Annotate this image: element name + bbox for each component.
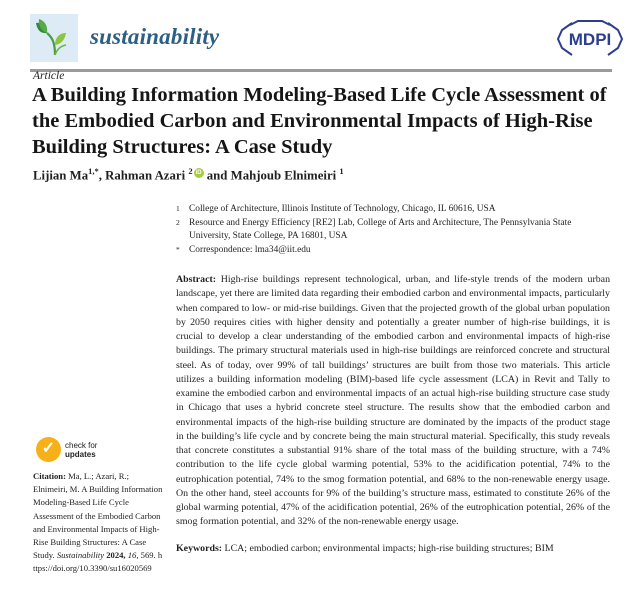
citation-block [33,470,163,576]
citation-volume: 16, [127,550,139,561]
author-2-affil-mark: 2 [188,166,193,176]
citation-label: Citation: [33,471,66,481]
journal-name[interactable]: sustainability [90,24,220,49]
mdpi-logo[interactable] [554,20,626,58]
author-3: Mahjoub Elnimeiri [230,168,337,183]
author-3-affil-mark: 1 [339,166,344,176]
crossmark-label-line1: check for [65,440,98,450]
author-2: Rahman Azari [105,168,186,183]
page-title: A Building Information Modeling-Based Life Cycle Assessment of the Embodied Carbon and Environmental Impacts of High-Rise Building Structures: A Case Study [32,84,607,158]
orcid-icon[interactable]: iD [195,170,202,176]
citation-title: A Building Information Modeling-Based Life Cycle Assessment of the Embodied Carbon and Environmental Impacts of High-Rise Building Structures: A Case Study. [33,484,163,561]
abstract-label: Abstract: [176,274,217,285]
affiliation-marker: 2 [176,217,180,227]
affiliation-marker: 1 [176,204,180,213]
author-separator: , [98,168,106,183]
crossmark-circle-icon [36,437,61,462]
affiliation-item [176,203,612,217]
affiliation-list [176,203,612,257]
citation-authors: Ma, L.; Azari, R.; Elnimeiri, M. [33,471,129,495]
affiliation-item [176,244,612,258]
abstract-paragraph [176,273,610,530]
affiliation-text: College of Architecture, Illinois Institute of Technology, Chicago, IL 60616, USA [189,204,496,214]
article-type-label: Article [33,70,65,82]
author-1: Lijian Ma [33,168,89,183]
citation-journal: Sustainability [56,550,105,561]
citation-year: 2024, [106,550,126,561]
citation-doi-link[interactable]: https://doi.org/10.3390/su16020569 [33,550,163,574]
keywords-label: Keywords: [176,542,223,554]
check-for-updates-badge[interactable] [36,436,128,463]
correspondence-email: Correspondence: lma34@iit.edu [189,244,311,255]
sprout-leaf-icon [34,15,74,62]
affiliation-item [176,217,612,244]
header-divider [30,69,612,72]
affiliation-marker: * [176,244,180,254]
mdpi-wordmark: MDPI [568,30,612,49]
author-line [33,166,344,183]
crossmark-label-line2: updates [65,449,96,459]
author-conjunction: and [203,168,231,183]
crossmark-label [65,441,97,459]
keywords-line [176,542,610,556]
checkmark-icon: ✓ [41,440,56,457]
journal-logo [30,14,78,62]
affiliation-text: Resource and Energy Efficiency [RE2] Lab, College of Arts and Architecture, The Pennsylvania State University, State College, PA 16801, USA [189,217,572,241]
citation-pages: 569. [140,550,156,561]
keywords-text: LCA; embodied carbon; environmental impacts; high-rise building structures; BIM [224,542,554,554]
abstract-section [176,273,610,556]
author-1-affil-mark: 1,* [88,166,99,176]
abstract-text: High-rise buildings represent technological, urban, and life-style trends of the modern urban landscape, yet there are limited data regarding their embodied carbon and environmental impacts, particularly when compared to low- or mid-rise buildings. Given that the projected growth of the global urban population by 2050 requires cities with higher density and potentially a greater number of high-rise buildings, it is crucial to develop a clear understanding of the embodied carbon and environmental impacts of high-rise buildings. The primary structural materials used in high-rise buildings are reinforced concrete and structural steel. As of today, over 99% of tall buildings’ structures are built from those two materials. This article utilizes a building information modeling (BIM)-based life cycle assessment (LCA) in Revit and Tally to examine the embodied carbon and environmental impacts of an actual high-rise building structure case study in Chicago that uses a hybrid concrete steel structure. The results show that the embodied carbon and environmental impacts of the high-rise building structure are dominated by the impacts of the product stage in the building’s life cycle and by concrete being the main structural material. Specifically, this study reveals that concrete constitutes a substantial 91% share of the total mass of the building structure, with a 74% contribution to the life cycle global warming potential, 53% to the acidification potential, 74% to the eutrophication potential, 74% to the smog formation potential, and 68% to the non-renewable energy usage. On the other hand, steel accounts for 9% of the building’s structure mass, estimated to constitute 26% of the global warming potential, 47% of the acidification potential, 26% of the eutrophication potential, 26% of the smog formation potential, and 32% of the non-renewable energy usage. [176,274,611,528]
